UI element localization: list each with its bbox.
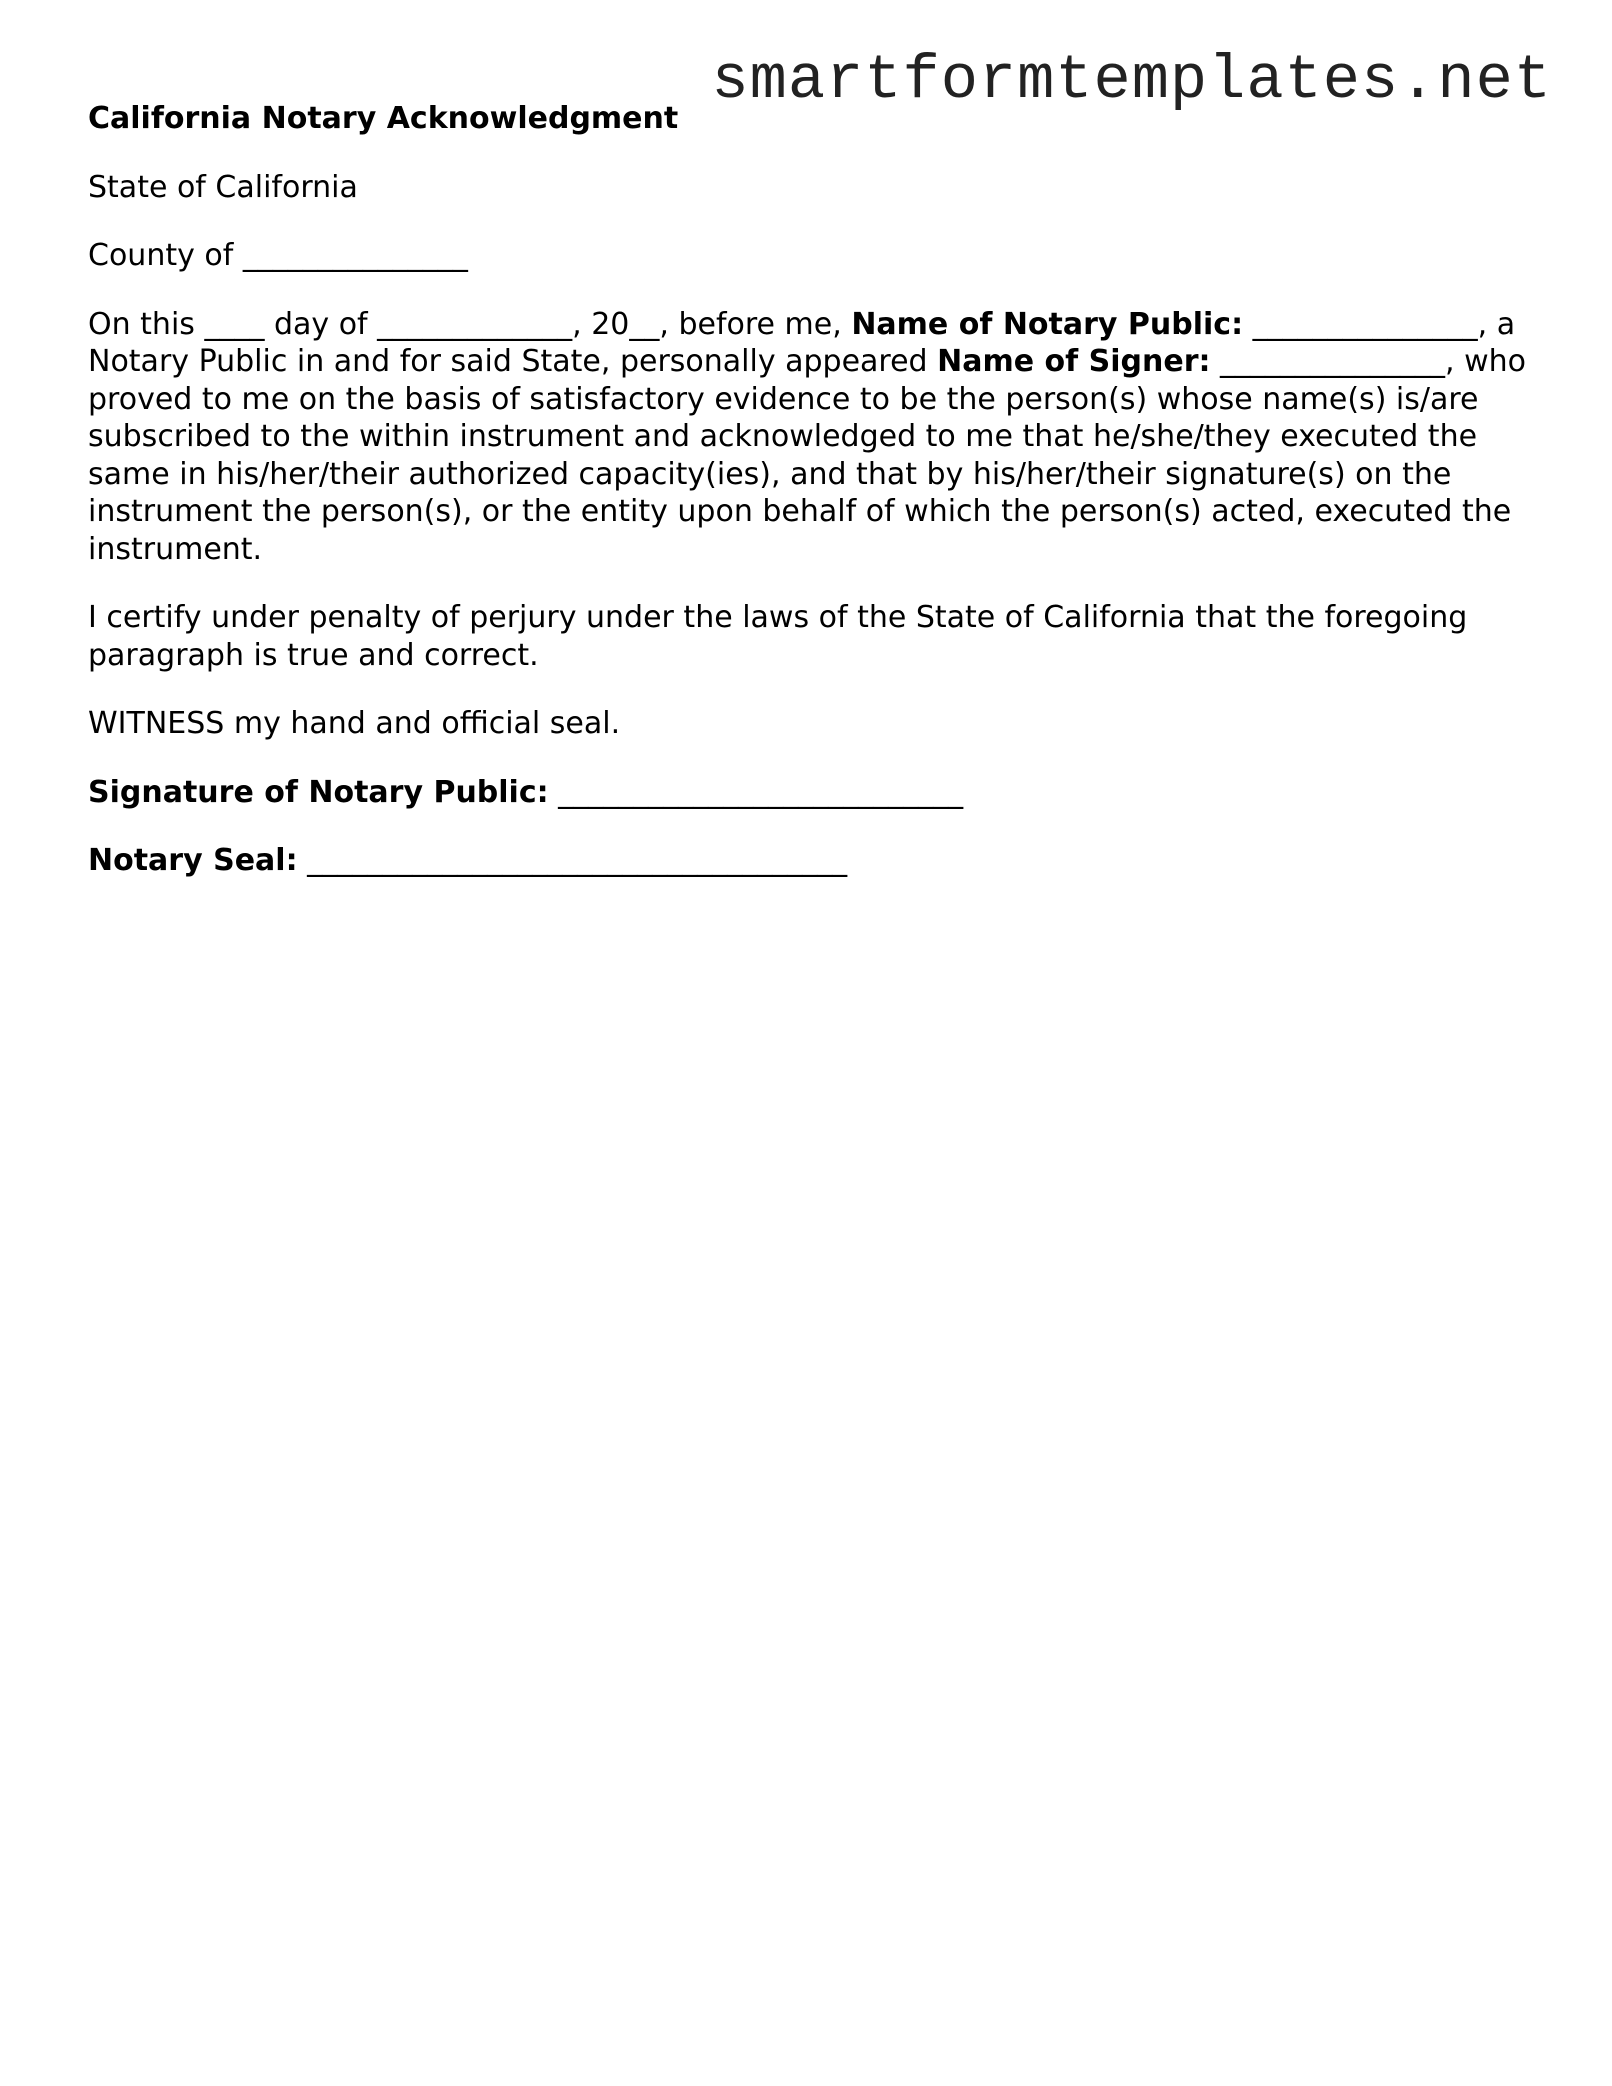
- body-part2: _______________, a Notary Public in and for said State, personally appeared: [88, 306, 1516, 379]
- signature-line: [88, 774, 1538, 812]
- notary-document: [88, 100, 1538, 911]
- watermark: smartformtemplates.net: [711, 45, 1552, 116]
- signature-blank: ___________________________: [548, 774, 964, 810]
- seal-label: Notary Seal:: [88, 843, 298, 878]
- state-line: State of California: [88, 169, 358, 205]
- body-part3: _______________, who proved to me on the basis of satisfactory evidence to be the person(s) whose name(s) is/are subscribed to the within instrument and acknowledged to me that he/she/they executed the same in his/her/their authorized capacity(ies), and that by his/her/their signature(s) on the instrument the person(s), or the entity upon behalf of which the person(s) acted, executed the instrument.: [88, 344, 1527, 567]
- signer-name-label: Name of Signer:: [937, 344, 1211, 379]
- witness-line: WITNESS my hand and official seal.: [88, 706, 621, 741]
- seal-blank: ____________________________________: [297, 843, 848, 878]
- county-line: County of _______________: [88, 238, 468, 273]
- acknowledgment-paragraph: [88, 306, 1538, 569]
- signature-label: Signature of Notary Public:: [88, 774, 549, 810]
- body-part1: On this ____ day of _____________, 20__, before me,: [88, 306, 852, 342]
- certify-paragraph: I certify under penalty of perjury under the laws of the State of California that the foregoing paragraph is true and correct.: [88, 600, 1468, 673]
- notary-name-label: Name of Notary Public:: [851, 306, 1244, 342]
- seal-line: [88, 842, 1538, 880]
- document-title: California Notary Acknowledgment: [88, 101, 679, 136]
